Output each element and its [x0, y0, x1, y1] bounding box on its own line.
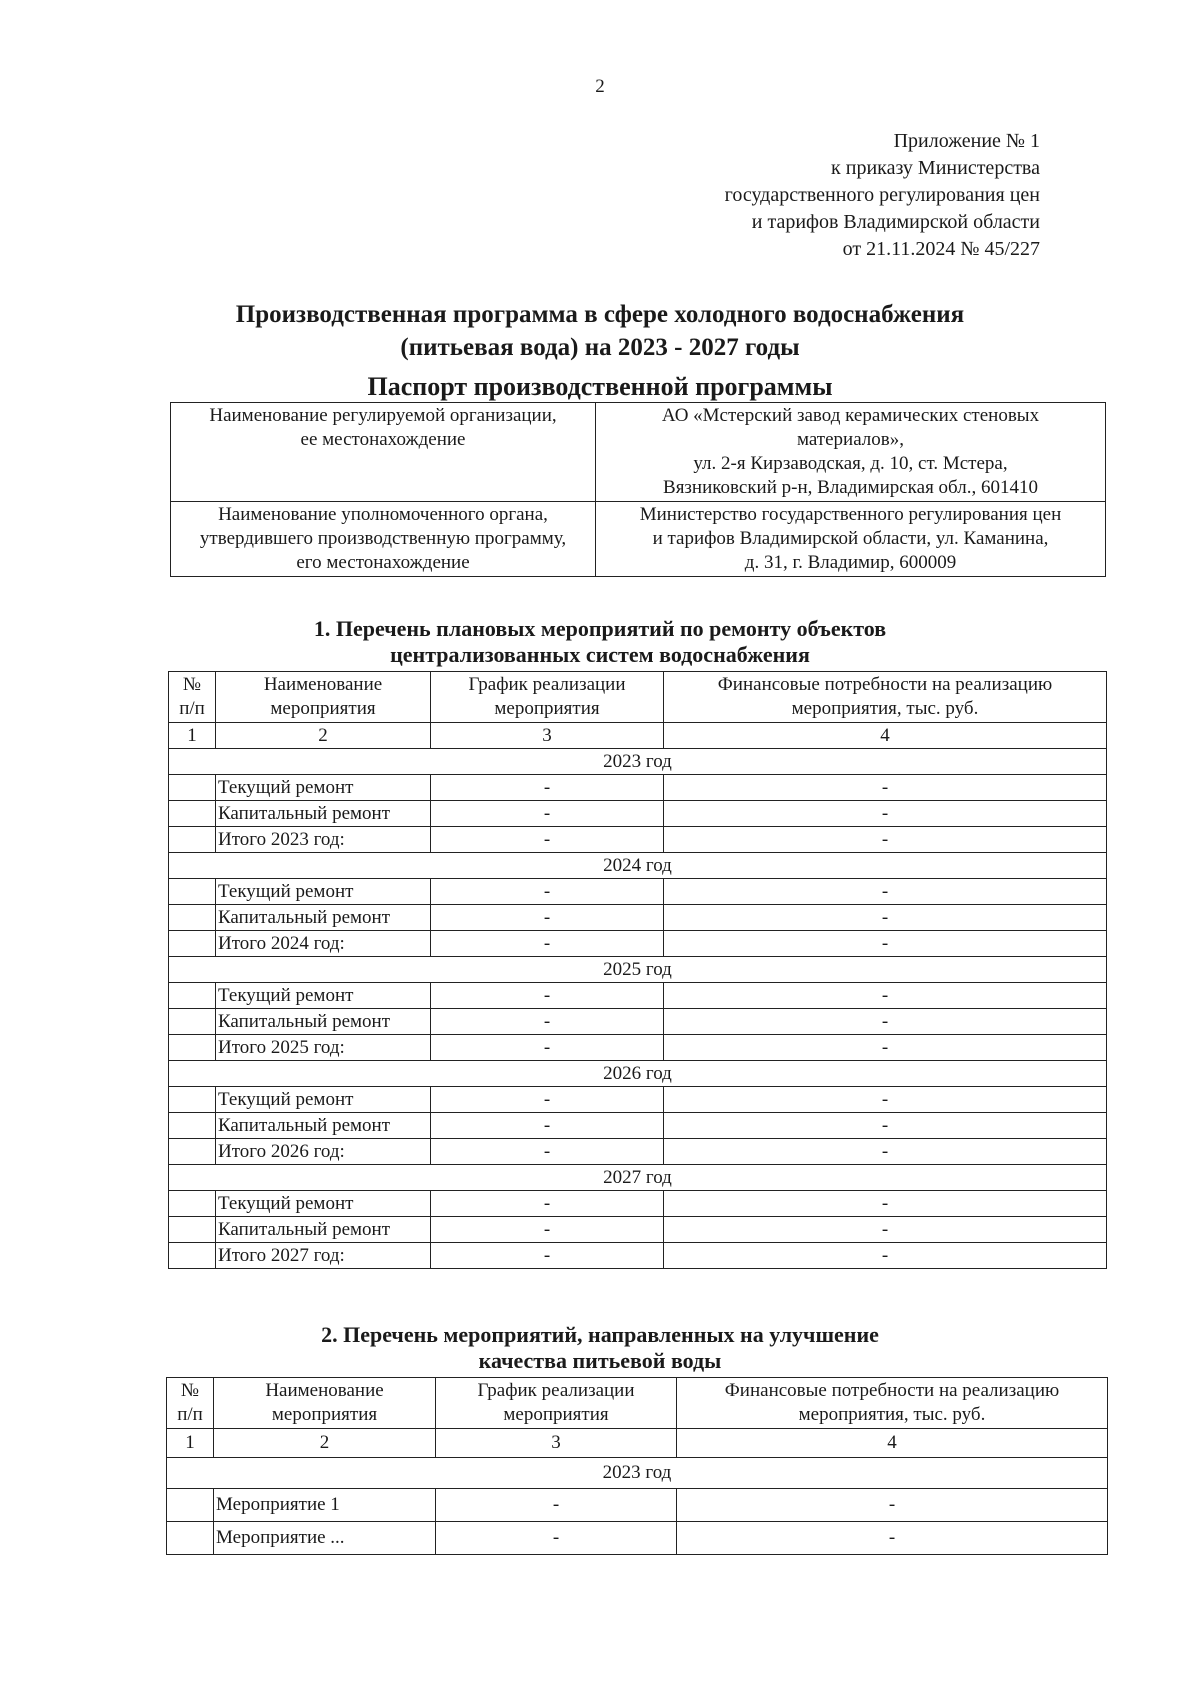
table-row	[167, 1489, 1108, 1522]
activity-name: Итого 2024 год:	[216, 931, 431, 957]
header-line: п/п	[177, 1404, 203, 1425]
table-row	[169, 1191, 1107, 1217]
activity-name: Текущий ремонт	[216, 879, 431, 905]
appendix-line: к приказу Министерства	[831, 157, 1040, 179]
activity-name: Текущий ремонт	[216, 1087, 431, 1113]
activity-finance: -	[664, 1087, 1107, 1113]
row-number	[169, 1035, 216, 1061]
activity-name: Текущий ремонт	[216, 983, 431, 1009]
activity-finance: -	[664, 1139, 1107, 1165]
table-row	[167, 1522, 1108, 1555]
activity-schedule: -	[431, 1009, 664, 1035]
header-line: п/п	[179, 698, 205, 719]
activity-name: Капитальный ремонт	[216, 1217, 431, 1243]
passport-line: ее местонахождение	[300, 429, 466, 450]
column-number-row	[169, 723, 1107, 749]
header-cell	[167, 1378, 214, 1429]
year-row	[169, 749, 1107, 775]
document-title-line: (питьевая вода) на 2023 - 2027 годы	[400, 334, 800, 361]
table-row	[169, 1139, 1107, 1165]
year-label: 2023 год	[167, 1458, 1108, 1489]
row-number	[169, 1087, 216, 1113]
row-number	[169, 879, 216, 905]
column-number: 4	[664, 723, 1107, 749]
activity-schedule: -	[431, 827, 664, 853]
header-line: мероприятия, тыс. руб.	[798, 1404, 986, 1425]
column-number: 3	[436, 1429, 677, 1458]
activity-schedule: -	[436, 1489, 677, 1522]
header-line: Финансовые потребности на реализацию	[724, 1380, 1060, 1401]
header-line: График реализации	[468, 674, 626, 695]
activity-schedule: -	[431, 931, 664, 957]
header-line: График реализации	[477, 1380, 635, 1401]
passport-table	[170, 402, 1106, 577]
activity-finance: -	[664, 879, 1107, 905]
row-number	[169, 983, 216, 1009]
activity-name: Капитальный ремонт	[216, 801, 431, 827]
activity-name: Текущий ремонт	[216, 775, 431, 801]
column-number-row	[167, 1429, 1108, 1458]
passport-line: Министерство государственного регулирования цен	[639, 504, 1062, 525]
column-number: 1	[167, 1429, 214, 1458]
table-row	[169, 1113, 1107, 1139]
activity-finance: -	[677, 1522, 1108, 1555]
header-line: Наименование	[265, 1380, 384, 1401]
activity-name: Итого 2025 год:	[216, 1035, 431, 1061]
activity-schedule: -	[431, 1217, 664, 1243]
header-line: мероприятия	[494, 698, 600, 719]
activity-schedule: -	[431, 983, 664, 1009]
activity-finance: -	[664, 1243, 1107, 1269]
activity-name: Капитальный ремонт	[216, 905, 431, 931]
appendix-line: и тарифов Владимирской области	[751, 211, 1040, 233]
section1-title	[0, 616, 1200, 668]
activity-name: Текущий ремонт	[216, 1191, 431, 1217]
table-row	[169, 1243, 1107, 1269]
passport-value	[596, 502, 1106, 577]
header-cell	[169, 672, 216, 723]
activity-name: Итого 2027 год:	[216, 1243, 431, 1269]
header-line: мероприятия	[271, 1404, 378, 1425]
section-title-line: 2. Перечень мероприятий, направленных на улучшение	[321, 1322, 879, 1347]
appendix-block	[725, 128, 1040, 263]
column-number: 2	[214, 1429, 436, 1458]
passport-line: Наименование уполномоченного органа,	[218, 504, 548, 525]
activity-schedule: -	[431, 905, 664, 931]
passport-line: Вязниковский р-н, Владимирская обл., 601410	[663, 477, 1038, 498]
row-number	[169, 1217, 216, 1243]
table-row	[169, 827, 1107, 853]
table-row	[169, 801, 1107, 827]
activity-finance: -	[677, 1489, 1108, 1522]
activity-schedule: -	[431, 801, 664, 827]
activity-finance: -	[664, 1191, 1107, 1217]
section-title-line: централизованных систем водоснабжения	[390, 642, 810, 667]
table-row	[169, 931, 1107, 957]
activity-finance: -	[664, 1009, 1107, 1035]
activity-name: Итого 2023 год:	[216, 827, 431, 853]
table-row	[169, 775, 1107, 801]
passport-line: ул. 2-я Кирзаводская, д. 10, ст. Мстера,	[693, 453, 1008, 474]
table-row	[169, 983, 1107, 1009]
year-label: 2023 год	[169, 749, 1107, 775]
passport-line: Наименование регулируемой организации,	[209, 405, 557, 426]
row-number	[169, 801, 216, 827]
year-label: 2026 год	[169, 1061, 1107, 1087]
row-number	[167, 1489, 214, 1522]
header-line: мероприятия	[270, 698, 376, 719]
header-line: мероприятия	[503, 1404, 609, 1425]
header-cell	[431, 672, 664, 723]
activity-finance: -	[664, 931, 1107, 957]
passport-row	[171, 502, 1106, 577]
document-title	[0, 298, 1200, 364]
passport-line: материалов»,	[796, 429, 905, 450]
passport-label	[171, 502, 596, 577]
year-row	[167, 1458, 1108, 1489]
year-row	[169, 1165, 1107, 1191]
activity-finance: -	[664, 1113, 1107, 1139]
activity-name: Капитальный ремонт	[216, 1009, 431, 1035]
page-number: 2	[595, 76, 605, 97]
row-number	[169, 1139, 216, 1165]
activity-schedule: -	[431, 1243, 664, 1269]
column-number: 2	[216, 723, 431, 749]
header-cell	[436, 1378, 677, 1429]
activity-schedule: -	[436, 1522, 677, 1555]
section-title-line: качества питьевой воды	[478, 1348, 722, 1373]
table-row	[169, 1035, 1107, 1061]
column-number: 4	[677, 1429, 1108, 1458]
activity-name: Мероприятие ...	[214, 1522, 436, 1555]
table-row	[169, 879, 1107, 905]
year-label: 2025 год	[169, 957, 1107, 983]
year-row	[169, 1061, 1107, 1087]
row-number	[169, 827, 216, 853]
appendix-line: от 21.11.2024 № 45/227	[842, 238, 1040, 260]
row-number	[169, 1113, 216, 1139]
header-cell	[214, 1378, 436, 1429]
water-quality-table	[166, 1377, 1108, 1555]
header-line: Наименование	[263, 674, 383, 695]
year-label: 2027 год	[169, 1165, 1107, 1191]
activity-schedule: -	[431, 1087, 664, 1113]
section-title-line: 1. Перечень плановых мероприятий по ремонту объектов	[313, 616, 887, 641]
table-header-row	[169, 672, 1107, 723]
activity-finance: -	[664, 775, 1107, 801]
passport-line: и тарифов Владимирской области, ул. Каманина,	[652, 528, 1049, 549]
activity-finance: -	[664, 905, 1107, 931]
passport-line: д. 31, г. Владимир, 600009	[744, 552, 957, 573]
activity-name: Мероприятие 1	[214, 1489, 436, 1522]
passport-title: Паспорт производственной программы	[367, 372, 833, 401]
row-number	[169, 931, 216, 957]
passport-line: утвердившего производственную программу,	[199, 528, 567, 549]
activity-finance: -	[664, 801, 1107, 827]
header-line: №	[180, 1380, 200, 1401]
row-number	[169, 1243, 216, 1269]
activity-finance: -	[664, 1035, 1107, 1061]
activity-schedule: -	[431, 1035, 664, 1061]
activity-schedule: -	[431, 1191, 664, 1217]
row-number	[169, 1009, 216, 1035]
header-line: мероприятия, тыс. руб.	[791, 698, 979, 719]
header-cell	[216, 672, 431, 723]
table-row	[169, 1009, 1107, 1035]
appendix-line: государственного регулирования цен	[724, 184, 1040, 206]
table-row	[169, 1087, 1107, 1113]
appendix-line: Приложение № 1	[893, 130, 1040, 152]
repair-plan-table	[168, 671, 1107, 1269]
activity-schedule: -	[431, 879, 664, 905]
activity-finance: -	[664, 1217, 1107, 1243]
year-row	[169, 853, 1107, 879]
passport-line: его местонахождение	[296, 552, 470, 573]
row-number	[169, 905, 216, 931]
year-label: 2024 год	[169, 853, 1107, 879]
section2-title	[0, 1322, 1200, 1374]
table-header-row	[167, 1378, 1108, 1429]
passport-value	[596, 403, 1106, 502]
passport-label	[171, 403, 596, 502]
passport-row	[171, 403, 1106, 502]
row-number	[167, 1522, 214, 1555]
header-line: Финансовые потребности на реализацию	[717, 674, 1053, 695]
table-row	[169, 905, 1107, 931]
activity-schedule: -	[431, 775, 664, 801]
header-line: №	[182, 674, 202, 695]
header-cell	[677, 1378, 1108, 1429]
year-row	[169, 957, 1107, 983]
passport-line: АО «Мстерский завод керамических стеновых	[661, 405, 1040, 426]
activity-name: Итого 2026 год:	[216, 1139, 431, 1165]
header-cell	[664, 672, 1107, 723]
document-title-line: Производственная программа в сфере холодного водоснабжения	[235, 301, 965, 328]
activity-name: Капитальный ремонт	[216, 1113, 431, 1139]
activity-schedule: -	[431, 1139, 664, 1165]
row-number	[169, 1191, 216, 1217]
column-number: 1	[169, 723, 216, 749]
column-number: 3	[431, 723, 664, 749]
row-number	[169, 775, 216, 801]
table-row	[169, 1217, 1107, 1243]
activity-schedule: -	[431, 1113, 664, 1139]
activity-finance: -	[664, 983, 1107, 1009]
activity-finance: -	[664, 827, 1107, 853]
